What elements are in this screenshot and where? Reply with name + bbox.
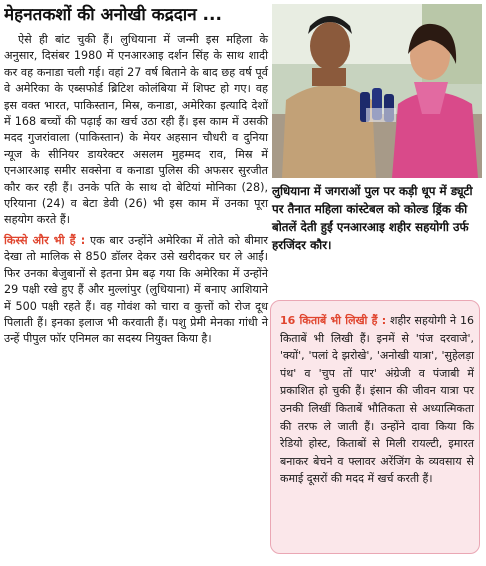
books-paragraph: शहीर सहयोगी ने 16 किताबें भी लिखी हैं। इनमें से 'पंज दरवाजे', 'क्यों', 'पलां दे झरोखे', 'अनोखी यात्रा', 'सुहेलड़ा पंथ' व 'चुप तों पार' अंग्रेजी व पंजाबी में प्रकाशित हो चुकी हैं। इंसान की जीवन यात्रा पर उनकी लिखीं किताबें भौतिकता से अध्यात्मिकता की तरफ ले जाती हैं। उन्होंने दावा किया कि रेडियो होस्ट, किताबों से मिली रायल्टी, इमारत बनाकर बेचने व फ्लावर अरेंजिंग के व्यवसाय से कमाई दूसरों की मदद में खर्च करती हैं। [280, 314, 474, 486]
photo-illustration [272, 4, 482, 178]
sidebar-box-text [280, 312, 474, 488]
subhead-books: 16 किताबें भी लिखी हैं : [280, 314, 387, 327]
left-column [4, 32, 268, 348]
article-headline: मेहनतकशों की अनोखी कद्रदान ... [4, 5, 222, 25]
paragraph-stories-text: एक बार उन्होंने अमेरिका में तोते को बीमार देखा तो मालिक से 850 डॉलर देकर उसे खरीदकर घर ले आईं। फिर उनका बेजुबानों से इतना प्रेम बढ़ गया कि अमेरिका में उन्होंने 29 पक्षी रखे हुए हैं और मुल्लांपुर (लुधियाना) में बनाए आशियाने में 500 पक्षी रहते हैं। वह गोवंश को चारा व कुत्तों को रोज दूध पिलाती हैं। इनका इलाज भी करवाती हैं। पशु प्रेमी मेनका गांधी ने उन्हें पीपुल फॉर एनिमल का सदस्य नियुक्त किया है। [4, 233, 269, 346]
photo-caption: लुधियाना में जगराओं पुल पर कड़ी धूप में ड्यूटी पर तैनात महिला कांस्टेबल को कोल्ड ड्रिंक की बोतलें देती हुईं एनआरआइ शहीर सहयोगी उर्फ हरजिंदर कौर। [272, 184, 473, 252]
paragraph-intro: ऐसे ही बांट चुकी हैं। लुधियाना में जन्मी इस महिला के अनुसार, दिसंबर 1980 में एनआरआइ दर्शन सिंह के साथ शादी कर वह कनाडा चली गई। वहां 27 वर्ष बिताने के बाद छह वर्ष पूर्व वे अमेरिका के एब्सफोर्ड ब्रिटिश कोलंबिया में शिफ्ट हो गए। वह इस वक्त भारत, पाकिस्तान, मिस्र, कनाडा, अमेरिका इत्यादि देशों में 168 बच्चों की पढ़ाई का खर्च उठा रही हैं। इस काम में उसकी मदद गुजरांवाला (पाकिस्तान) के मेयर अहसान चौधरी व दुनिया न्यूज के सीनियर डायरेक्टर असलम मुहम्मद राव, मिस्र में एनआरआइ समीर सक्सेना व कनाडा पुलिस की अफसर सुरजीत कौर कर रही हैं। उनके पति के साथ दो बेटियां मोनिका (28), एरियाना (24) व बेटा डेवी (26) भी इस काम में उनका पूरा सहयोग करते हैं। [4, 33, 268, 227]
news-photo [272, 4, 482, 178]
subhead-stories: किस्से और भी हैं : [4, 233, 86, 247]
paragraph-stories [4, 233, 268, 348]
